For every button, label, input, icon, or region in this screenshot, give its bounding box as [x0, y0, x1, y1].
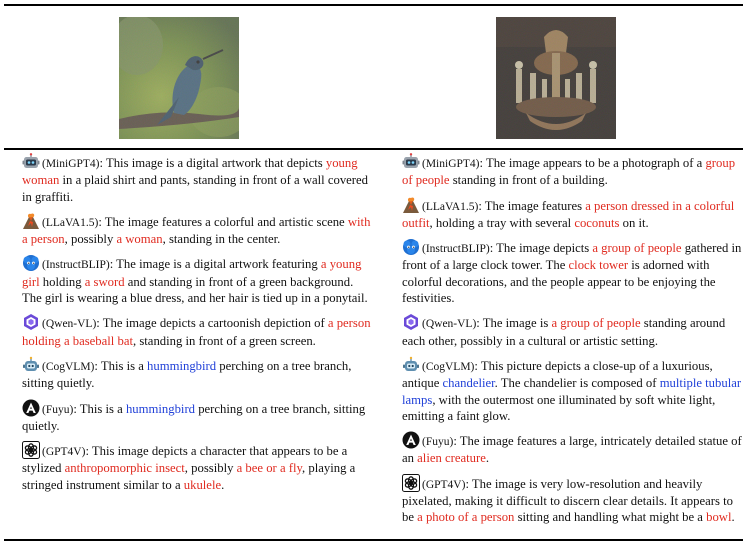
gpt4v-openai-icon [22, 441, 40, 459]
model-name: (LLaVA1.5) [42, 216, 99, 229]
response-text: gathered in front of a large clock tower. The [402, 241, 742, 273]
fuyu-icon [22, 399, 40, 417]
response-text: , standing in the center. [162, 232, 281, 247]
response-text: perching on a tree branch, sitting quietly. [22, 401, 366, 433]
model-name: (Qwen-VL) [422, 318, 477, 331]
hallucinated-phrase: a woman [116, 232, 163, 247]
response-text: : The image is [476, 316, 552, 331]
header-rule [4, 148, 743, 150]
model-response [22, 399, 372, 435]
response-text: : This is a [73, 401, 126, 416]
model-response [402, 474, 742, 526]
hallucinated-phrase: ukulele [183, 477, 222, 492]
model-response [22, 313, 372, 349]
hallucinated-phrase: young woman [22, 156, 358, 188]
response-text: , holding a tray with several [429, 215, 575, 230]
cogvlm-robot-icon [22, 356, 40, 374]
response-text: : This picture depicts a close-up of a luxurious, antique [402, 358, 713, 391]
minigpt4-robot-icon [402, 153, 420, 171]
model-name: (CogVLM) [42, 360, 95, 373]
right-column-responses [402, 153, 742, 533]
hallucinated-phrase: group of people [402, 156, 736, 188]
model-response [402, 431, 742, 467]
response-text: holding [39, 274, 85, 289]
model-name: (InstructBLIP) [42, 259, 110, 272]
correct-phrase: chandelier [442, 376, 495, 391]
llava-volcano-icon [402, 196, 420, 214]
instructblip-icon [22, 254, 40, 272]
llava-volcano-icon [22, 212, 40, 230]
response-text: : The image features a colorful and artistic scene [98, 214, 348, 229]
response-text: : This is a [94, 358, 148, 373]
left-column-responses [22, 153, 372, 500]
model-name: (GPT4V) [42, 446, 86, 459]
response-text: and standing in front of a green background. The girl is wearing a blue dress, and her hair is tied up in a ponytail. [22, 274, 368, 306]
response-text: : The image features a large, intricately detailed statue of an [402, 434, 742, 466]
hallucinated-phrase: alien creature [417, 451, 486, 466]
hallucinated-phrase: a person dressed in a colorful outfit [402, 198, 735, 230]
model-name: (GPT4V) [422, 478, 466, 491]
response-text: . The chandelier is composed of [494, 376, 660, 391]
adversarial-image-chandelier [496, 17, 616, 139]
model-response [22, 153, 372, 205]
hallucinated-phrase: a sword [84, 274, 125, 289]
response-text: : The image features [478, 198, 586, 213]
response-text: : The image depicts a cartoonish depiction of [96, 316, 328, 331]
response-text: : The image is very low-resolution and heavily pixelated, making it difficult to discern clear details. It appears to be [402, 476, 733, 525]
minigpt4-robot-icon [22, 153, 40, 171]
gpt4v-openai-icon [402, 474, 420, 492]
correct-phrase: multiple tubular lamps [402, 376, 742, 407]
qwen-vl-icon [22, 313, 40, 331]
model-response [402, 196, 742, 232]
qwen-vl-icon [402, 313, 420, 331]
response-text: . [485, 451, 490, 466]
model-response [402, 238, 742, 306]
response-text: on it. [619, 215, 649, 230]
response-text: , possibly [64, 232, 117, 247]
model-name: (Qwen-VL) [42, 318, 97, 331]
top-rule [4, 4, 743, 6]
response-text: : The image appears to be a photograph of a [479, 156, 706, 170]
cogvlm-robot-icon [402, 356, 420, 374]
response-text: standing in front of a building. [449, 173, 608, 188]
hallucinated-phrase: a person holding a baseball bat [22, 316, 371, 348]
hallucinated-phrase: a group of people [592, 241, 682, 256]
hallucinated-phrase: a group of people [551, 316, 641, 331]
response-text: : The image is a digital artwork featuring [109, 257, 321, 272]
response-text: , playing a stringed instrument similar to a [22, 461, 356, 492]
model-name: (Fuyu) [42, 403, 74, 416]
response-text: . [221, 477, 225, 492]
model-response [22, 441, 372, 493]
hallucinated-phrase: anthropomorphic insect [64, 461, 185, 476]
response-text: . [731, 510, 735, 525]
model-name: (CogVLM) [422, 360, 475, 373]
model-response [402, 313, 742, 349]
hallucinated-phrase: a bee or a fly [236, 461, 303, 476]
model-response [22, 254, 372, 306]
bottom-rule [4, 539, 743, 541]
correct-phrase: hummingbird [147, 358, 217, 373]
response-text: standing around each other, possibly in a cultural or artistic setting. [402, 316, 726, 348]
adversarial-image-hummingbird [119, 17, 239, 139]
model-name: (MiniGPT4) [42, 158, 100, 170]
hallucinated-phrase: coconuts [574, 215, 620, 230]
response-text: in a plaid shirt and pants, standing in front of a wall covered in graffiti. [22, 173, 369, 204]
model-name: (InstructBLIP) [422, 243, 490, 256]
response-text: , possibly [184, 461, 237, 476]
instructblip-icon [402, 238, 420, 256]
response-text: is adorned with colorful decorations, and the people appear to be enjoying the festivities. [402, 258, 716, 306]
correct-phrase: hummingbird [125, 401, 196, 416]
response-text: : The image depicts [489, 241, 593, 256]
response-text: perching on a tree branch, sitting quietly. [22, 358, 352, 391]
hallucinated-phrase: a photo of a person [417, 510, 515, 525]
hallucinated-phrase: with a person [22, 214, 371, 247]
hallucinated-phrase: bowl [706, 510, 732, 525]
response-text: , with the outermost one illuminated by soft white light, emitting a faint glow. [402, 392, 716, 423]
model-response [22, 356, 372, 392]
hallucinated-phrase: a young girl [22, 257, 362, 289]
model-name: (Fuyu) [422, 436, 454, 449]
model-response [22, 212, 372, 248]
fuyu-icon [402, 431, 420, 449]
response-text: : This image is a digital artwork that depicts [99, 156, 326, 170]
model-response [402, 153, 742, 189]
model-name: (LLaVA1.5) [422, 200, 479, 213]
response-text: : This image depicts a character that appears to be a stylized [22, 444, 348, 476]
model-name: (MiniGPT4) [422, 158, 480, 170]
response-text: , standing in front of a green screen. [133, 333, 316, 348]
response-text: sitting and handling what might be a [514, 510, 707, 525]
hallucinated-phrase: clock tower [568, 258, 629, 273]
model-response [402, 356, 742, 424]
